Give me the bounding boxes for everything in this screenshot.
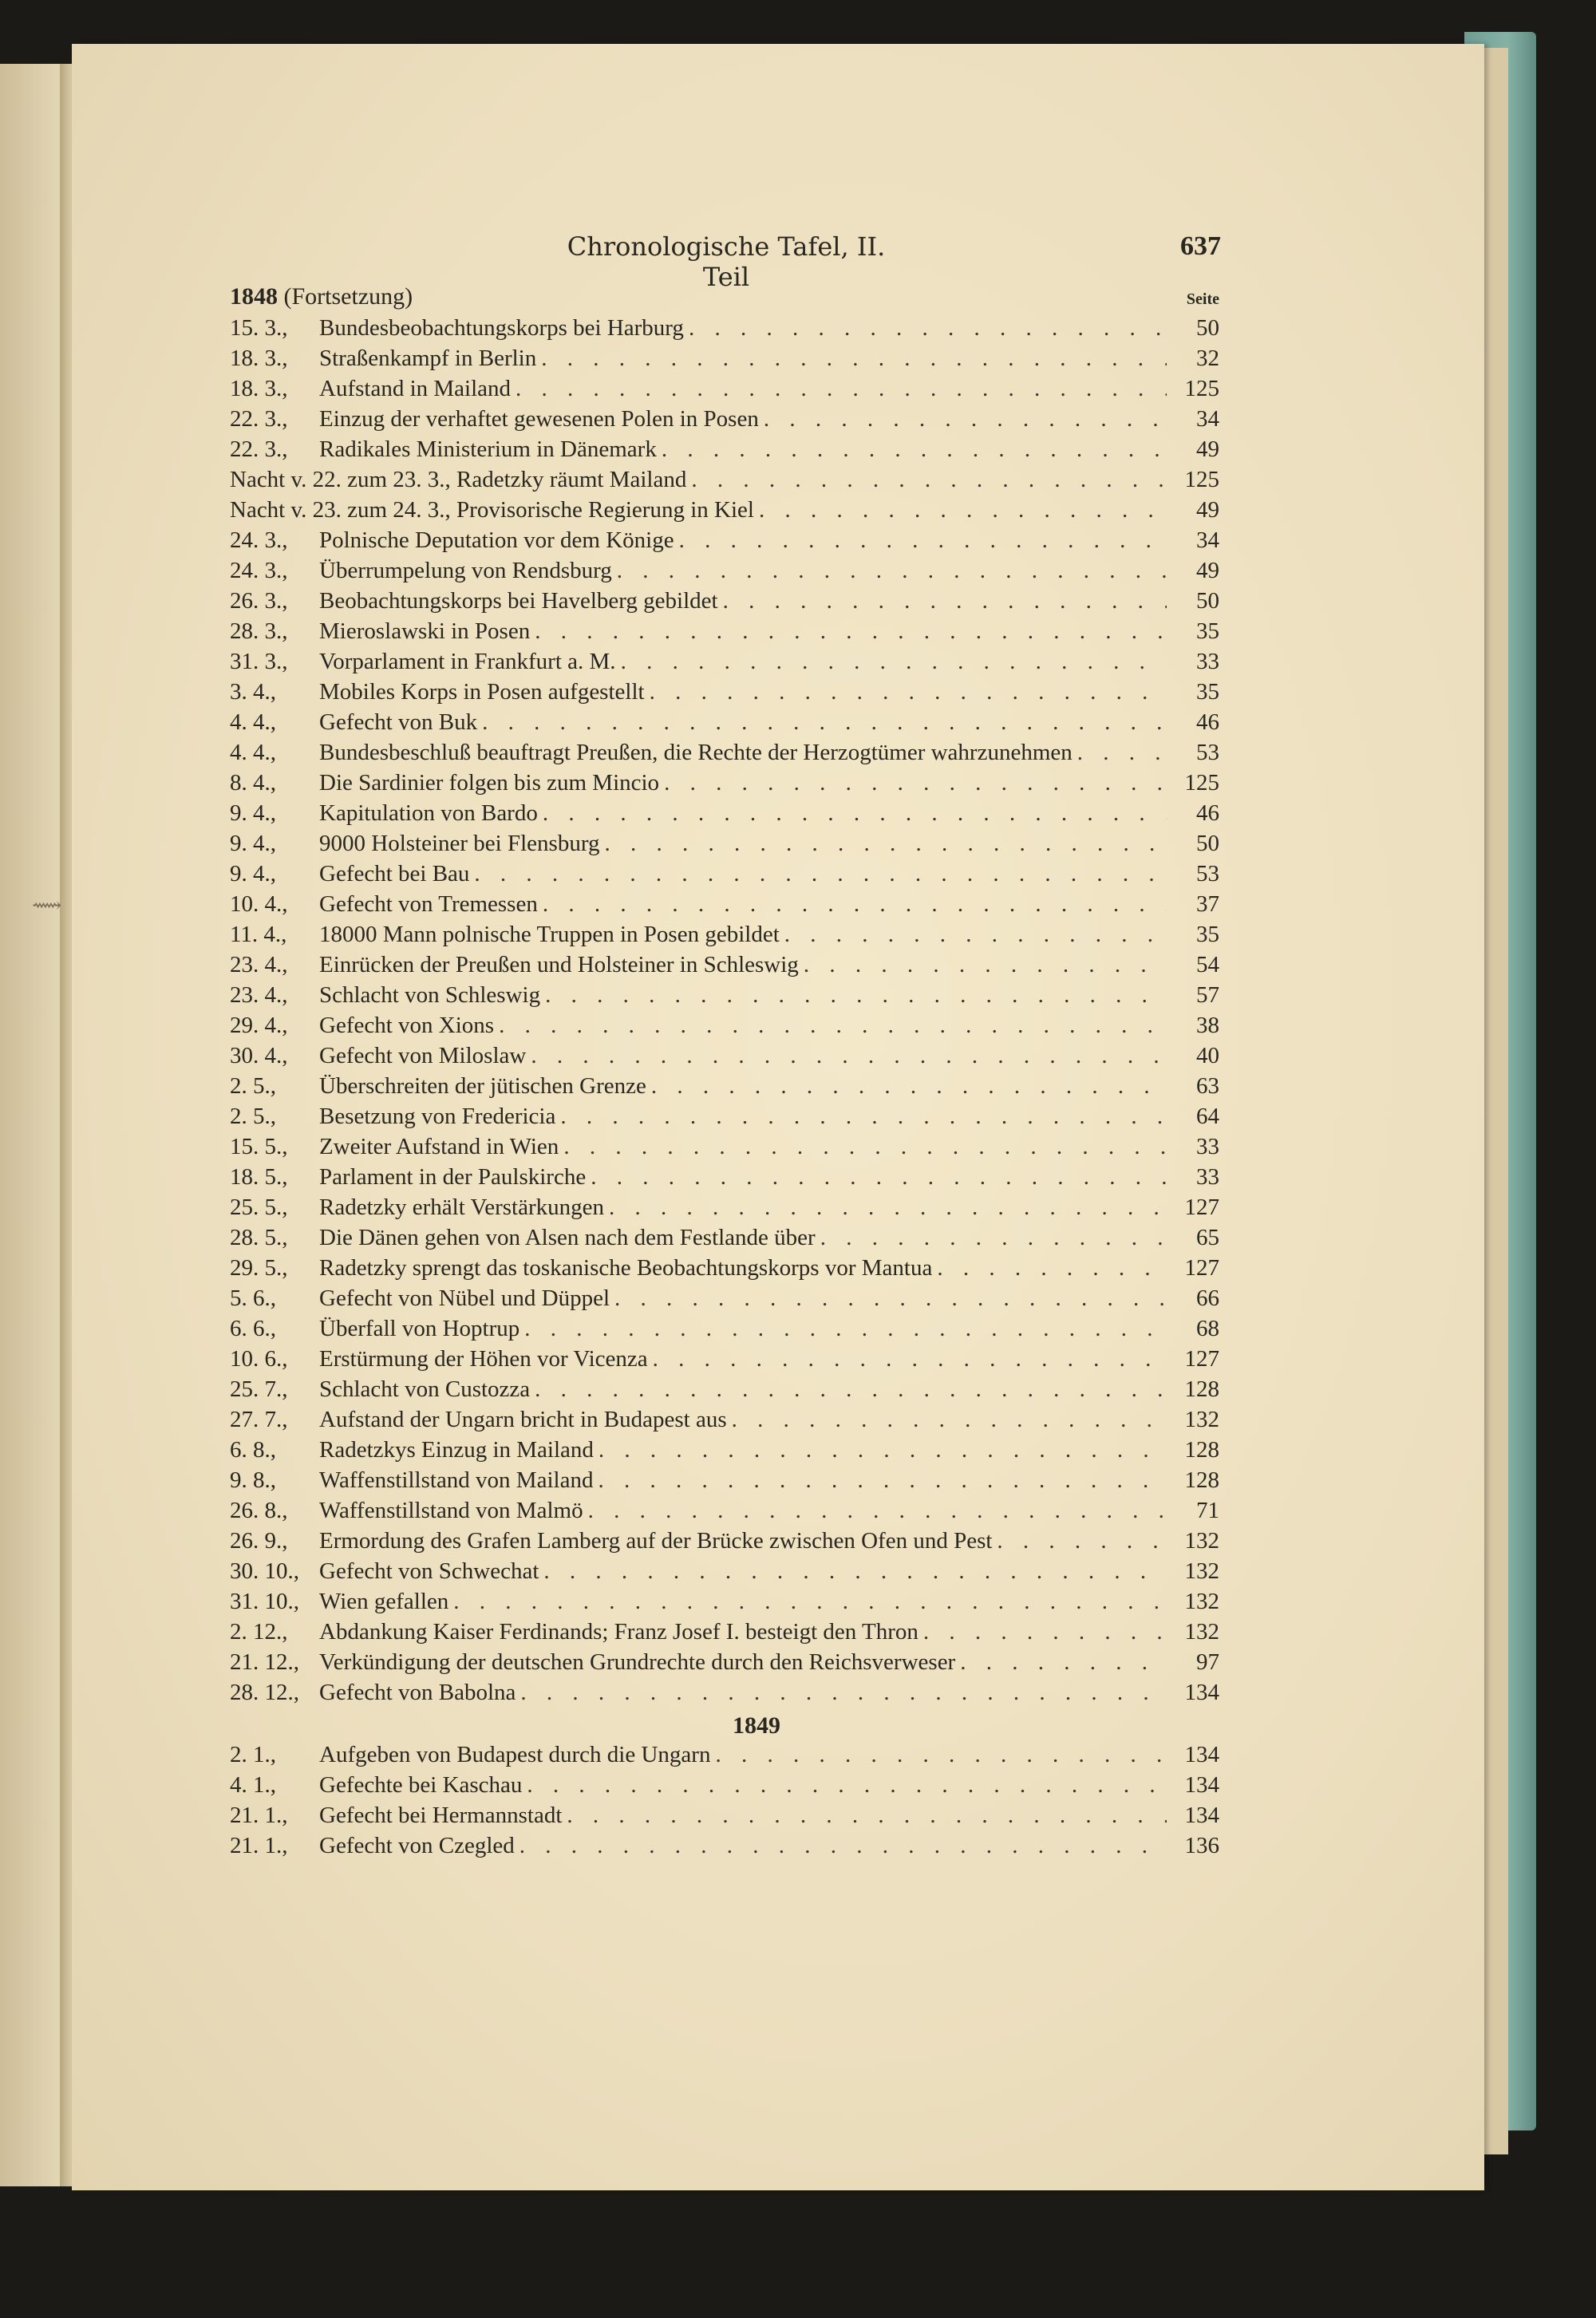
entry-text: Straßenkampf in Berlin bbox=[319, 346, 537, 371]
entry-page: 125 bbox=[1184, 467, 1219, 492]
list-item bbox=[230, 315, 1219, 346]
leader-dots bbox=[535, 1376, 1167, 1403]
entry-page: 33 bbox=[1196, 1134, 1219, 1159]
entry-date: 4. 1., bbox=[230, 1772, 276, 1798]
entry-date: 9. 4., bbox=[230, 861, 276, 887]
entry-text: Gefecht von Tremessen bbox=[319, 891, 538, 917]
entry-page: 127 bbox=[1184, 1346, 1219, 1372]
entry-date: 11. 4., bbox=[230, 922, 287, 947]
entry-page: 127 bbox=[1184, 1195, 1219, 1220]
year-heading-1849: 1849 bbox=[733, 1712, 780, 1739]
entry-date: 25. 5., bbox=[230, 1195, 288, 1220]
entry-date: 26. 8., bbox=[230, 1498, 288, 1523]
entry-date: 3. 4., bbox=[230, 679, 276, 705]
entry-text: Radikales Ministerium in Dänemark bbox=[319, 436, 657, 462]
entry-page: 32 bbox=[1196, 346, 1219, 371]
binding-thread: ⟿ bbox=[32, 894, 62, 918]
leader-dots bbox=[591, 1164, 1167, 1191]
entry-date: 10. 4., bbox=[230, 891, 288, 917]
entry-text: Beobachtungskorps bei Havelberg gebildet bbox=[319, 588, 718, 614]
entry-date: 28. 5., bbox=[230, 1225, 288, 1250]
entry-date: 10. 6., bbox=[230, 1346, 288, 1372]
leader-dots bbox=[764, 406, 1167, 432]
entry-date: 23. 4., bbox=[230, 952, 288, 977]
list-item bbox=[230, 952, 1219, 982]
list-item bbox=[230, 618, 1219, 649]
entry-page: 40 bbox=[1196, 1043, 1219, 1068]
entry-text: Gefecht von Schwechat bbox=[319, 1558, 539, 1584]
entry-page: 33 bbox=[1196, 649, 1219, 674]
entry-text: Besetzung von Fredericia bbox=[319, 1104, 556, 1129]
entry-date: 24. 3., bbox=[230, 527, 288, 553]
list-item bbox=[230, 1528, 1219, 1558]
list-item bbox=[230, 1255, 1219, 1285]
leader-dots bbox=[609, 1195, 1167, 1221]
leader-dots bbox=[563, 1134, 1167, 1160]
entry-page: 134 bbox=[1184, 1772, 1219, 1798]
list-item bbox=[230, 1772, 1219, 1803]
leader-dots bbox=[650, 679, 1167, 705]
entry-page: 63 bbox=[1196, 1073, 1219, 1099]
leader-dots bbox=[519, 1833, 1167, 1859]
leader-dots bbox=[1077, 740, 1167, 766]
entry-date: 21. 12., bbox=[230, 1649, 299, 1675]
list-item bbox=[230, 527, 1219, 558]
entry-date: 24. 3., bbox=[230, 558, 288, 583]
entry-date: 22. 3., bbox=[230, 436, 288, 462]
entry-date: 9. 8., bbox=[230, 1467, 276, 1493]
leader-dots bbox=[527, 1772, 1167, 1799]
leader-dots bbox=[617, 558, 1167, 584]
entry-text: Abdankung Kaiser Ferdinands; Franz Josef I. besteigt den Thron bbox=[319, 1619, 918, 1645]
list-item bbox=[230, 1833, 1219, 1863]
leader-dots bbox=[723, 588, 1167, 614]
list-item bbox=[230, 1376, 1219, 1407]
list-item bbox=[230, 1467, 1219, 1498]
entry-text: Ermordung des Grafen Lamberg auf der Brücke zwischen Ofen und Pest bbox=[319, 1528, 993, 1554]
entry-date: 22. 3., bbox=[230, 406, 288, 432]
leader-dots bbox=[923, 1619, 1167, 1645]
entry-text: Schlacht von Schleswig bbox=[319, 982, 541, 1008]
entry-text: Aufgeben von Budapest durch die Ungarn bbox=[319, 1742, 711, 1767]
section-heading-1848 bbox=[230, 283, 1219, 315]
leader-dots bbox=[937, 1255, 1167, 1281]
entry-text: Verkündigung der deutschen Grundrechte durch den Reichsverweser bbox=[319, 1649, 956, 1675]
entry-text: Gefechte bei Kaschau bbox=[319, 1772, 523, 1798]
entry-text: Überrumpelung von Rendsburg bbox=[319, 558, 612, 583]
entry-text: Gefecht von Miloslaw bbox=[319, 1043, 527, 1068]
entry-date: 30. 10., bbox=[230, 1558, 299, 1584]
list-item bbox=[230, 1013, 1219, 1043]
list-item bbox=[230, 1498, 1219, 1528]
entry-page: 71 bbox=[1196, 1498, 1219, 1523]
leader-dots bbox=[531, 1043, 1167, 1069]
entry-text: Nacht v. 22. zum 23. 3., Radetzky räumt Mailand bbox=[230, 467, 687, 492]
entry-text: Gefecht von Czegled bbox=[319, 1833, 515, 1858]
entry-text: Gefecht von Babolna bbox=[319, 1680, 516, 1705]
entry-text: Radetzky erhält Verstärkungen bbox=[319, 1195, 605, 1220]
entry-date: 31. 10., bbox=[230, 1589, 299, 1614]
list-item bbox=[230, 1742, 1219, 1772]
entries-1849 bbox=[230, 1742, 1219, 1863]
entry-text: Radetzkys Einzug in Mailand bbox=[319, 1437, 594, 1463]
leader-dots bbox=[499, 1013, 1167, 1039]
leader-dots bbox=[604, 831, 1167, 857]
entry-date: 28. 12., bbox=[230, 1680, 299, 1705]
leader-dots bbox=[598, 1437, 1167, 1463]
entry-page: 68 bbox=[1196, 1316, 1219, 1341]
entry-date: 15. 3., bbox=[230, 315, 288, 341]
entry-text: Mobiles Korps in Posen aufgestellt bbox=[319, 679, 645, 705]
entry-page: 33 bbox=[1196, 1164, 1219, 1190]
list-item bbox=[230, 679, 1219, 709]
list-item bbox=[230, 558, 1219, 588]
leader-dots bbox=[732, 1407, 1167, 1433]
entry-date: 30. 4., bbox=[230, 1043, 288, 1068]
entry-page: 132 bbox=[1184, 1558, 1219, 1584]
entry-page: 53 bbox=[1196, 740, 1219, 765]
entry-page: 54 bbox=[1196, 952, 1219, 977]
list-item bbox=[230, 982, 1219, 1013]
entry-date: 27. 7., bbox=[230, 1407, 288, 1432]
continuation-label: (Fortsetzung) bbox=[283, 283, 413, 310]
entry-page: 97 bbox=[1196, 1649, 1219, 1675]
leader-dots bbox=[588, 1498, 1167, 1524]
entry-text: Die Dänen gehen von Alsen nach dem Festlande über bbox=[319, 1225, 816, 1250]
list-item bbox=[230, 588, 1219, 618]
entry-text: Nacht v. 23. zum 24. 3., Provisorische Regierung in Kiel bbox=[230, 497, 754, 523]
leader-dots bbox=[541, 346, 1167, 372]
entry-date: 6. 8., bbox=[230, 1437, 276, 1463]
leader-dots bbox=[543, 1558, 1167, 1585]
entry-text: Gefecht von Buk bbox=[319, 709, 478, 735]
list-item bbox=[230, 649, 1219, 679]
list-item bbox=[230, 1195, 1219, 1225]
entry-text: Mieroslawski in Posen bbox=[319, 618, 531, 644]
entry-date: 6. 6., bbox=[230, 1316, 276, 1341]
leader-dots bbox=[535, 618, 1167, 645]
entry-text: Parlament in der Paulskirche bbox=[319, 1164, 587, 1190]
entry-text: Gefecht bei Bau bbox=[319, 861, 470, 887]
list-item bbox=[230, 1316, 1219, 1346]
entry-text: Gefecht bei Hermannstadt bbox=[319, 1803, 563, 1828]
seite-column-label: Seite bbox=[1186, 290, 1219, 308]
entry-text: Bundesbeobachtungskorps bei Harburg bbox=[319, 315, 684, 341]
entry-date: 28. 3., bbox=[230, 618, 288, 644]
page-number: 637 bbox=[1180, 231, 1221, 261]
entry-text: Aufstand in Mailand bbox=[319, 376, 512, 401]
entry-date: 29. 5., bbox=[230, 1255, 288, 1281]
list-item bbox=[230, 436, 1219, 467]
leader-dots bbox=[759, 497, 1167, 523]
leader-dots bbox=[567, 1803, 1167, 1829]
entry-date: 23. 4., bbox=[230, 982, 288, 1008]
leader-dots bbox=[784, 922, 1167, 948]
list-item bbox=[230, 1134, 1219, 1164]
entry-text: Gefecht von Xions bbox=[319, 1013, 495, 1038]
entry-date: 2. 5., bbox=[230, 1073, 276, 1099]
entry-date: 21. 1., bbox=[230, 1803, 288, 1828]
entry-page: 128 bbox=[1184, 1376, 1219, 1402]
list-item bbox=[230, 922, 1219, 952]
entry-date: 9. 4., bbox=[230, 831, 276, 856]
leader-dots bbox=[614, 1285, 1167, 1312]
leader-dots bbox=[453, 1589, 1167, 1615]
entry-page: 49 bbox=[1196, 497, 1219, 523]
entry-page: 136 bbox=[1184, 1833, 1219, 1858]
leader-dots bbox=[689, 315, 1167, 342]
entry-page: 65 bbox=[1196, 1225, 1219, 1250]
list-item bbox=[230, 831, 1219, 861]
entry-page: 132 bbox=[1184, 1589, 1219, 1614]
leader-dots bbox=[653, 1346, 1167, 1372]
list-item bbox=[230, 1104, 1219, 1134]
entry-text: Erstürmung der Höhen vor Vicenza bbox=[319, 1346, 648, 1372]
entry-date: 15. 5., bbox=[230, 1134, 288, 1159]
entry-page: 50 bbox=[1196, 315, 1219, 341]
list-item bbox=[230, 1285, 1219, 1316]
list-item bbox=[230, 1407, 1219, 1437]
leader-dots bbox=[520, 1680, 1167, 1706]
list-item bbox=[230, 497, 1219, 527]
entry-page: 132 bbox=[1184, 1528, 1219, 1554]
entry-page: 46 bbox=[1196, 800, 1219, 826]
list-item bbox=[230, 891, 1219, 922]
entry-page: 128 bbox=[1184, 1467, 1219, 1493]
entry-text: 9000 Holsteiner bei Flensburg bbox=[319, 831, 600, 856]
entry-text: Kapitulation von Bardo bbox=[319, 800, 538, 826]
entry-date: 4. 4., bbox=[230, 740, 276, 765]
entry-page: 64 bbox=[1196, 1104, 1219, 1129]
leader-dots bbox=[679, 527, 1167, 554]
entry-page: 37 bbox=[1196, 891, 1219, 917]
entry-page: 50 bbox=[1196, 831, 1219, 856]
list-item bbox=[230, 1649, 1219, 1680]
leader-dots bbox=[715, 1742, 1167, 1768]
entry-page: 66 bbox=[1196, 1285, 1219, 1311]
list-item bbox=[230, 709, 1219, 740]
entry-page: 53 bbox=[1196, 861, 1219, 887]
entry-text: Einzug der verhaftet gewesenen Polen in Posen bbox=[319, 406, 759, 432]
leader-dots bbox=[997, 1528, 1167, 1554]
list-item bbox=[230, 376, 1219, 406]
entry-page: 38 bbox=[1196, 1013, 1219, 1038]
entry-date: 2. 12., bbox=[230, 1619, 288, 1645]
list-item bbox=[230, 406, 1219, 436]
entry-date: 18. 3., bbox=[230, 346, 288, 371]
entry-date: 26. 9., bbox=[230, 1528, 288, 1554]
leader-dots bbox=[621, 649, 1167, 675]
entry-page: 49 bbox=[1196, 558, 1219, 583]
leader-dots bbox=[545, 982, 1167, 1009]
entry-text: Schlacht von Custozza bbox=[319, 1376, 531, 1402]
entry-text: Polnische Deputation vor dem Könige bbox=[319, 527, 674, 553]
entry-text: Wien gefallen bbox=[319, 1589, 449, 1614]
list-item bbox=[230, 1346, 1219, 1376]
entry-date: 18. 3., bbox=[230, 376, 288, 401]
leader-dots bbox=[960, 1649, 1167, 1676]
list-item bbox=[230, 740, 1219, 770]
entry-page: 35 bbox=[1196, 922, 1219, 947]
entry-date: 2. 1., bbox=[230, 1742, 276, 1767]
entry-text: Gefecht von Nübel und Düppel bbox=[319, 1285, 610, 1311]
entry-text: Überfall von Hoptrup bbox=[319, 1316, 520, 1341]
entry-text: Vorparlament in Frankfurt a. M. bbox=[319, 649, 616, 674]
entry-text: Einrücken der Preußen und Holsteiner in Schleswig bbox=[319, 952, 799, 977]
entry-text: Zweiter Aufstand in Wien bbox=[319, 1134, 559, 1159]
leader-dots bbox=[482, 709, 1167, 736]
entry-date: 26. 3., bbox=[230, 588, 288, 614]
leader-dots bbox=[651, 1073, 1167, 1100]
entry-page: 128 bbox=[1184, 1437, 1219, 1463]
entry-page: 34 bbox=[1196, 406, 1219, 432]
list-item bbox=[230, 1437, 1219, 1467]
leader-dots bbox=[560, 1104, 1167, 1130]
entry-page: 125 bbox=[1184, 770, 1219, 796]
list-item bbox=[230, 467, 1219, 497]
list-item bbox=[230, 1073, 1219, 1104]
leader-dots bbox=[543, 800, 1167, 827]
entry-date: 9. 4., bbox=[230, 800, 276, 826]
entry-date: 4. 4., bbox=[230, 709, 276, 735]
list-item bbox=[230, 1225, 1219, 1255]
entry-page: 34 bbox=[1196, 527, 1219, 553]
entry-page: 57 bbox=[1196, 982, 1219, 1008]
entry-date: 18. 5., bbox=[230, 1164, 288, 1190]
entry-date: 31. 3., bbox=[230, 649, 288, 674]
entry-page: 125 bbox=[1184, 376, 1219, 401]
leader-dots bbox=[820, 1225, 1167, 1251]
list-item bbox=[230, 1803, 1219, 1833]
running-header: Chronologische Tafel, II. Teil bbox=[567, 231, 886, 292]
leader-dots bbox=[598, 1467, 1167, 1494]
list-item bbox=[230, 1558, 1219, 1589]
entry-page: 132 bbox=[1184, 1407, 1219, 1432]
entry-date: 25. 7., bbox=[230, 1376, 288, 1402]
entry-text: Die Sardinier folgen bis zum Mincio bbox=[319, 770, 660, 796]
entry-text: Aufstand der Ungarn bricht in Budapest aus bbox=[319, 1407, 727, 1432]
leader-dots bbox=[804, 952, 1167, 978]
leader-dots bbox=[691, 467, 1167, 493]
year-label: 1848 bbox=[230, 283, 278, 310]
leader-dots bbox=[524, 1316, 1167, 1342]
entry-date: 5. 6., bbox=[230, 1285, 276, 1311]
entry-text: 18000 Mann polnische Truppen in Posen gebildet bbox=[319, 922, 780, 947]
entries-1848 bbox=[230, 315, 1219, 1710]
entry-page: 132 bbox=[1184, 1619, 1219, 1645]
entry-text: Waffenstillstand von Mailand bbox=[319, 1467, 594, 1493]
entry-page: 134 bbox=[1184, 1803, 1219, 1828]
entry-page: 35 bbox=[1196, 679, 1219, 705]
leader-dots bbox=[516, 376, 1167, 402]
leader-dots bbox=[543, 891, 1167, 918]
entry-page: 134 bbox=[1184, 1680, 1219, 1705]
entry-page: 50 bbox=[1196, 588, 1219, 614]
leader-dots bbox=[474, 861, 1167, 887]
entry-page: 127 bbox=[1184, 1255, 1219, 1281]
entry-page: 134 bbox=[1184, 1742, 1219, 1767]
chronology-table bbox=[230, 283, 1219, 1863]
list-item bbox=[230, 1164, 1219, 1195]
entry-date: 29. 4., bbox=[230, 1013, 288, 1038]
leader-dots bbox=[662, 436, 1167, 463]
entry-text: Bundesbeschluß beauftragt Preußen, die Rechte der Herzogtümer wahrzunehmen bbox=[319, 740, 1073, 765]
list-item bbox=[230, 861, 1219, 891]
entry-text: Waffenstillstand von Malmö bbox=[319, 1498, 583, 1523]
entry-page: 49 bbox=[1196, 436, 1219, 462]
list-item bbox=[230, 1680, 1219, 1710]
list-item bbox=[230, 1589, 1219, 1619]
section-heading-text bbox=[230, 283, 413, 310]
entry-date: 2. 5., bbox=[230, 1104, 276, 1129]
entry-text: Radetzky sprengt das toskanische Beobachtungskorps vor Mantua bbox=[319, 1255, 933, 1281]
list-item bbox=[230, 1043, 1219, 1073]
entry-page: 35 bbox=[1196, 618, 1219, 644]
entry-date: 21. 1., bbox=[230, 1833, 288, 1858]
list-item bbox=[230, 770, 1219, 800]
leader-dots bbox=[664, 770, 1167, 796]
entry-page: 46 bbox=[1196, 709, 1219, 735]
list-item bbox=[230, 346, 1219, 376]
list-item bbox=[230, 1619, 1219, 1649]
entry-text: Überschreiten der jütischen Grenze bbox=[319, 1073, 646, 1099]
entry-date: 8. 4., bbox=[230, 770, 276, 796]
list-item bbox=[230, 800, 1219, 831]
